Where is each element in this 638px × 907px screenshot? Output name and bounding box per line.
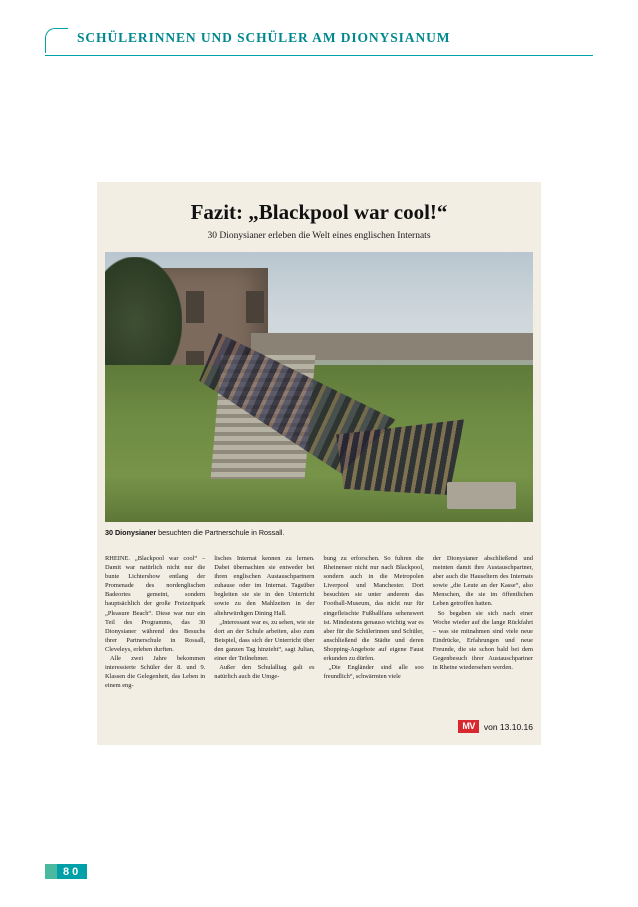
- photo-caption-lead: 30 Dionysianer: [105, 528, 157, 537]
- article-column-3: [324, 554, 424, 719]
- article-subtitle: 30 Dionysianer erleben die Welt eines englischen Internats: [207, 231, 431, 241]
- paragraph: bung zu erforschen. So fuhren die Rheinenser nicht nur nach Blackpool, sondern auch in die Metropolen Liverpool und Manchester. Dort besuchten sie unter anderem das Football-Museum, das nicht nur für eingefleischte Fußballfans sehenswert ist. Mindestens genauso wichtig war es aber für die Schülerinnen und Schüler, anschließend die Städte und deren Shopping-Angebote auf eigene Faust erkunden zu dürfen.: [323, 555, 424, 663]
- photo-bench: [447, 482, 515, 509]
- photo-caption-text: besuchten die Partnerschule in Rossall.: [156, 528, 285, 537]
- paragraph: So begaben sie sich nach einer Woche wieder auf die lange Rückfahrt – was sie mitnahmen sind viele neue Eindrücke, Erfahrungen und neue Freunde, die sie schon bald bei dem Gegenbesuch ihrer Austauschpartner in Rheine wiedersehen werden.: [432, 609, 533, 672]
- page-title: SCHÜLERINNEN UND SCHÜLER AM DIONYSIANUM: [77, 30, 451, 45]
- header-bracket-decoration: [45, 28, 68, 53]
- header-divider: [45, 55, 593, 56]
- article-panel: [97, 182, 541, 745]
- page-number: 80: [57, 864, 87, 879]
- article-photo: [105, 252, 533, 522]
- article-title: Fazit: „Blackpool war cool!“: [190, 200, 448, 224]
- mv-logo: MV: [458, 720, 479, 733]
- paragraph: Außer den Schulalltag galt es natürlich auch die Umge-: [214, 664, 315, 681]
- article-column-4: [433, 554, 533, 719]
- photo-caption: [105, 528, 533, 537]
- page-footer: [45, 864, 87, 879]
- paragraph: lisches Internat kennen zu lernen. Dabei übernachten sie entweder bei ihren englischen Austauschpartnern zuhause oder im Internat. Tagsüber begleiten sie sie in den Unterricht sowie zu den Mahlzeiten in der altehrwürdigen Dining Hall.: [214, 555, 315, 617]
- article-column-2: [214, 554, 314, 719]
- paragraph: „Die Engländer sind alle soo freundlich“, schwärmten viele: [323, 664, 424, 681]
- paragraph: RHEINE. „Blackpool war cool“ – Damit war natürlich nicht nur die bunte Lichtershow entlang der Promenade des nordenglischen Badeortes gemeint, sondern hauptsächlich der große Freizeitpark „Pleasure Beach“. Diese war nur ein Teil des Programms, das 30 Dionysianer während des Besuchs ihrer Partnerschule in Rossall, Cleveleys, erleben durften.: [105, 555, 206, 653]
- source-date: von 13.10.16: [483, 721, 533, 732]
- article-column-1: [105, 554, 205, 719]
- photo-tree: [105, 257, 182, 365]
- paragraph: der Dionysianer abschließend und meinten damit ihre Austauschpartner, aber auch die Hauseltern des Internats sowie „die Leute an der Kasse“, also Menschen, die sie im öffentlichen Leben getroffen hatten.: [432, 555, 533, 608]
- article-source: [458, 720, 533, 733]
- paragraph: Alle zwei Jahre bekommen interessierte Schüler der 8. und 9. Klassen die Gelegenheit, das Leben in einem eng-: [105, 655, 206, 690]
- paragraph: „Interessant war es, zu sehen, wie sie dort an der Schule arbeiten, also zum Beispiel, dass sich der Unterricht über den ganzen Tag hinzieht“, sagt Julian, einer der Teilnehmer.: [214, 618, 315, 663]
- footer-square-decoration: [45, 864, 57, 879]
- article-body: [105, 554, 533, 719]
- page-header: [45, 28, 593, 58]
